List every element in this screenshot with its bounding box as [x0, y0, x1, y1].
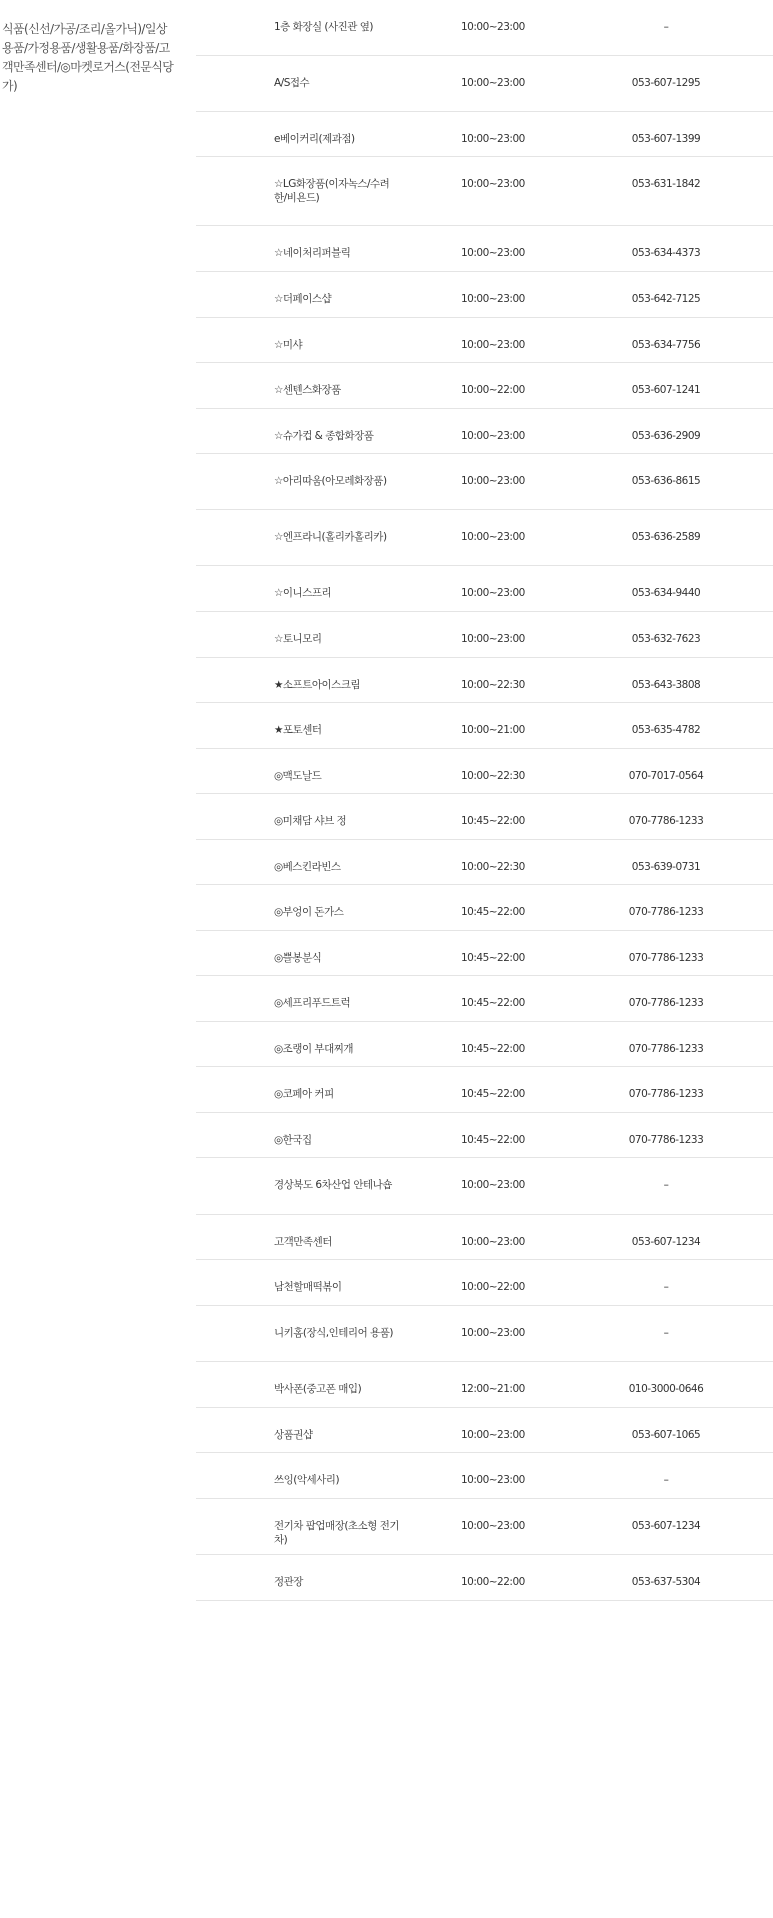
table-row	[196, 1408, 773, 1453]
store-phone: 053-631-1842	[631, 178, 701, 190]
table-row	[196, 1306, 773, 1362]
table-row	[196, 794, 773, 840]
store-hours: 10:00~22:00	[461, 1576, 525, 1588]
store-hours: 10:00~23:00	[461, 475, 525, 487]
store-name: ★소프트아이스크림	[274, 679, 361, 691]
store-hours: 10:00~23:00	[461, 531, 525, 543]
store-phone: 070-7017-0564	[628, 770, 704, 782]
store-name: 쓰잉(악세사리)	[274, 1474, 340, 1486]
store-hours: 10:00~23:00	[461, 1179, 525, 1191]
table-row	[196, 226, 773, 272]
store-phone: 070-7786-1233	[628, 815, 704, 827]
table-row	[196, 318, 773, 363]
store-hours: 10:45~22:00	[461, 1043, 525, 1055]
store-phone: –	[663, 1474, 669, 1486]
store-hours: 10:00~23:00	[461, 633, 525, 645]
store-name: ☆더페이스샵	[274, 293, 332, 305]
table-row	[196, 1215, 773, 1260]
table-row	[196, 1158, 773, 1215]
store-phone: 070-7786-1233	[628, 1043, 704, 1055]
store-phone: 053-634-9440	[631, 587, 701, 599]
store-phone: 070-7786-1233	[628, 952, 704, 964]
store-hours: 10:45~22:00	[461, 1134, 525, 1146]
store-name: 상품권샵	[274, 1429, 313, 1441]
store-hours: 10:00~21:00	[461, 724, 525, 736]
store-hours: 10:00~23:00	[461, 21, 525, 33]
store-phone: 053-636-2909	[631, 430, 701, 442]
store-hours: 12:00~21:00	[461, 1383, 525, 1395]
store-phone: 053-607-1399	[631, 133, 701, 145]
table-row	[196, 1022, 773, 1067]
store-name: ☆아리따움(아모레화장품)	[274, 475, 387, 487]
store-name: ◎조랭이 부대찌개	[274, 1043, 354, 1055]
store-name: ◎부엉이 돈가스	[274, 906, 344, 918]
store-hours: 10:00~23:00	[461, 587, 525, 599]
store-name: ◎미채담 샤브 정	[274, 815, 347, 827]
store-hours: 10:00~23:00	[461, 293, 525, 305]
store-hours: 10:00~23:00	[461, 1236, 525, 1248]
store-phone: 053-632-7623	[631, 633, 701, 645]
store-name: ☆센텐스화장품	[274, 384, 341, 396]
store-phone: 053-607-1234	[631, 1236, 701, 1248]
store-hours: 10:00~23:00	[461, 1474, 525, 1486]
store-phone: 070-7786-1233	[628, 997, 704, 1009]
store-hours: 10:00~22:30	[461, 770, 525, 782]
store-phone: –	[663, 21, 669, 33]
table-row	[196, 703, 773, 749]
store-phone: 053-607-1241	[631, 384, 701, 396]
store-hours: 10:45~22:00	[461, 952, 525, 964]
table-row	[196, 931, 773, 976]
store-phone: 053-607-1065	[631, 1429, 701, 1441]
table-row	[196, 112, 773, 157]
store-phone: 053-642-7125	[631, 293, 701, 305]
store-name: ★포토센터	[274, 724, 322, 736]
store-hours: 10:00~23:00	[461, 430, 525, 442]
store-name: ☆토니모리	[274, 633, 322, 645]
store-name: ☆LG화장품(이자녹스/수려한/비욘드)	[274, 178, 390, 204]
store-name: 경상북도 6차산업 안테나숍	[274, 1179, 392, 1191]
store-hours: 10:00~22:00	[461, 384, 525, 396]
store-phone: 070-7786-1233	[628, 906, 704, 918]
table-row	[196, 566, 773, 612]
table-row	[196, 1067, 773, 1113]
table-row	[196, 1113, 773, 1158]
store-name: 박사폰(중고폰 매입)	[274, 1383, 362, 1395]
store-phone: 053-607-1234	[631, 1520, 701, 1532]
store-name: e베이커리(제과점)	[274, 133, 355, 145]
store-phone: 053-636-8615	[631, 475, 701, 487]
store-name: ☆미샤	[274, 339, 303, 351]
store-name: ◎쁠봉분식	[274, 952, 322, 964]
table-row	[196, 1362, 773, 1408]
table-row	[196, 1499, 773, 1555]
table-row	[196, 0, 773, 56]
table-row	[196, 1453, 773, 1499]
table-row	[196, 658, 773, 703]
table-row	[196, 454, 773, 510]
store-name: ◎맥도날드	[274, 770, 322, 782]
store-phone: –	[663, 1281, 669, 1293]
store-hours: 10:00~22:30	[461, 679, 525, 691]
store-hours: 10:00~23:00	[461, 178, 525, 190]
store-name: ☆엔프라니(홀리카홀리카)	[274, 531, 387, 543]
store-hours: 10:00~22:30	[461, 861, 525, 873]
store-hours: 10:00~22:00	[461, 1281, 525, 1293]
store-hours: 10:00~23:00	[461, 339, 525, 351]
table-row	[196, 1555, 773, 1601]
store-name: 니키홈(장식,인테리어 용품)	[274, 1327, 393, 1339]
store-phone: 053-634-4373	[631, 247, 701, 259]
store-name: 남천할매떡볶이	[274, 1281, 342, 1293]
store-phone: 053-607-1295	[631, 77, 701, 89]
store-name: 고객만족센터	[274, 1236, 332, 1248]
table-row	[196, 409, 773, 454]
store-phone: 053-637-5304	[631, 1576, 701, 1588]
store-name: 정관장	[274, 1576, 303, 1588]
store-name: ☆네이처리퍼블릭	[274, 247, 351, 259]
store-name: A/S접수	[274, 77, 310, 89]
store-phone: 053-643-3808	[631, 679, 701, 691]
category-cell: 식품(신선/가공/조리/올가닉)/일상용품/가정용품/생활용품/화장품/고객만족센터/◎마켓로거스(전문식당가)	[2, 22, 174, 93]
table-row	[196, 363, 773, 409]
store-phone: 070-7786-1233	[628, 1134, 704, 1146]
store-name: ◎베스킨라빈스	[274, 861, 341, 873]
store-phone: 053-636-2589	[631, 531, 701, 543]
store-hours: 10:45~22:00	[461, 906, 525, 918]
table-row	[196, 56, 773, 112]
table-row	[196, 885, 773, 931]
store-phone: 070-7786-1233	[628, 1088, 704, 1100]
store-phone: 053-639-0731	[631, 861, 701, 873]
store-hours: 10:00~23:00	[461, 1327, 525, 1339]
store-table	[196, 0, 773, 1601]
store-name: ◎세프리푸드트럭	[274, 997, 351, 1009]
table-row	[196, 1260, 773, 1306]
store-name: ◎한국집	[274, 1134, 312, 1146]
table-row	[196, 157, 773, 226]
store-hours: 10:45~22:00	[461, 997, 525, 1009]
store-name: 전기차 팝업매장(초소형 전기차)	[274, 1520, 399, 1546]
table-row	[196, 749, 773, 794]
table-row	[196, 840, 773, 885]
store-phone: –	[663, 1327, 669, 1339]
store-hours: 10:00~23:00	[461, 133, 525, 145]
store-phone: –	[663, 1179, 669, 1191]
store-hours: 10:00~23:00	[461, 247, 525, 259]
table-row	[196, 976, 773, 1022]
store-name: ☆이니스프리	[274, 587, 332, 599]
store-hours: 10:00~23:00	[461, 1520, 525, 1532]
table-row	[196, 510, 773, 566]
store-name: ☆슈가컵 & 종합화장품	[274, 430, 374, 442]
store-hours: 10:00~23:00	[461, 77, 525, 89]
table-row	[196, 612, 773, 658]
store-phone: 053-635-4782	[631, 724, 701, 736]
store-hours: 10:00~23:00	[461, 1429, 525, 1441]
store-hours: 10:45~22:00	[461, 1088, 525, 1100]
store-phone: 053-634-7756	[631, 339, 701, 351]
store-name: ◎코페아 커피	[274, 1088, 334, 1100]
store-phone: 010-3000-0646	[628, 1383, 704, 1395]
store-name: 1층 화장실 (사진관 옆)	[274, 21, 374, 33]
table-row	[196, 272, 773, 318]
store-hours: 10:45~22:00	[461, 815, 525, 827]
